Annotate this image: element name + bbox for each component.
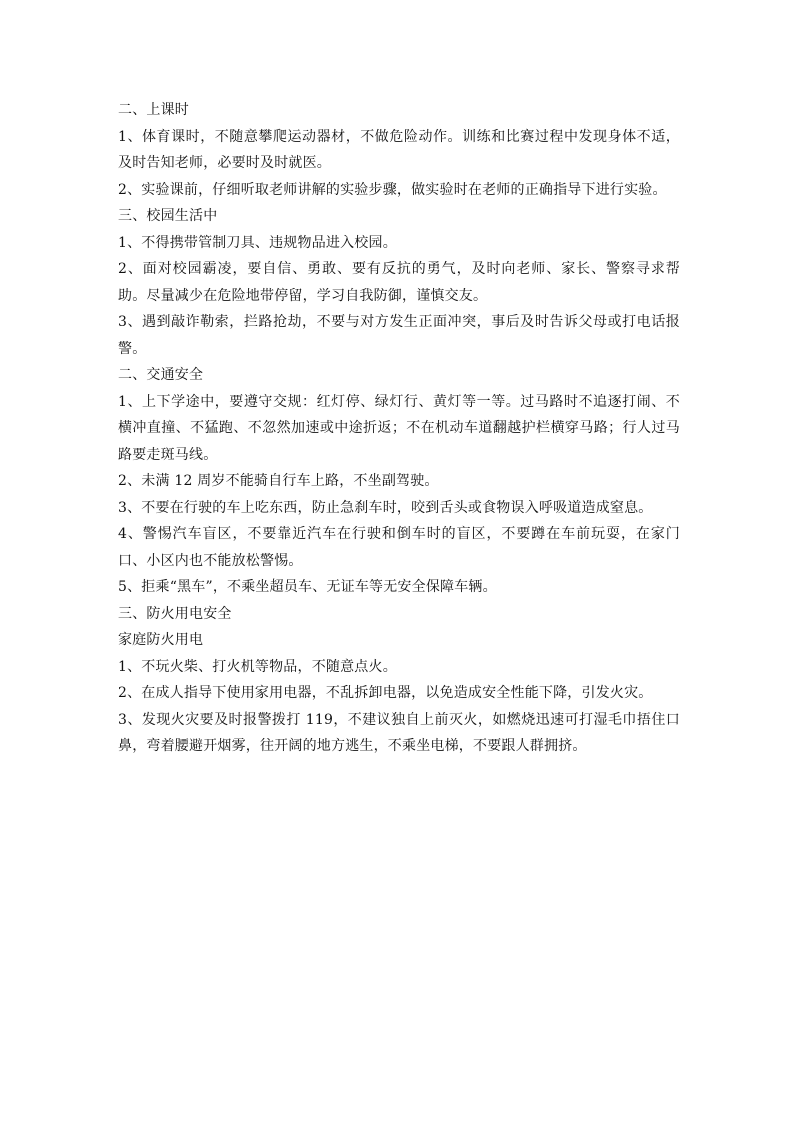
heading-fire-electric-safety: 三、防火用电安全 xyxy=(118,605,232,622)
heading-traffic-safety: 二、交通安全 xyxy=(118,367,204,383)
paragraph: 1、上下学途中，要遵守交规：红灯停、绿灯行、黄灯等一等。过马路时不追逐打闹、不横冲直撞、不猛跑、不忽然加速或中途折返；不在机动车道翻越护栏横穿马路；行人过马路要走斑马线。 xyxy=(118,393,680,463)
document-body xyxy=(118,97,680,760)
paragraph: 2、面对校园霸凌，要自信、勇敢、要有反抗的勇气，及时向老师、家长、警察寻求帮助。尽量减少在危险地带停留，学习自我防御，谨慎交友。 xyxy=(118,261,680,304)
paragraph: 3、遇到敲诈勒索，拦路抢劫，不要与对方发生正面冲突，事后及时告诉父母或打电话报警。 xyxy=(118,314,680,357)
paragraph: 1、不玩火柴、打火机等物品，不随意点火。 xyxy=(118,658,397,675)
paragraph: 5、拒乘“黑车”，不乘坐超员车、无证车等无安全保障车辆。 xyxy=(118,579,497,595)
paragraph: 4、警惕汽车盲区，不要靠近汽车在行驶和倒车时的盲区，不要蹲在车前玩耍，在家门口、小区内也不能放松警惕。 xyxy=(118,526,680,569)
heading-campus-life: 三、校园生活中 xyxy=(118,208,218,224)
heading-in-class: 二、上课时 xyxy=(118,102,189,118)
paragraph: 2、在成人指导下使用家用电器，不乱拆卸电器，以免造成安全性能下降，引发火灾。 xyxy=(118,685,653,701)
paragraph: 1、不得携带管制刀具、违规物品进入校园。 xyxy=(118,234,397,251)
paragraph: 1、体育课时，不随意攀爬运动器材，不做危险动作。训练和比赛过程中发现身体不适，及时告知老师，必要时及时就医。 xyxy=(118,128,680,171)
paragraph: 3、不要在行驶的车上吃东西，防止急刹车时，咬到舌头或食物误入呼吸道造成窒息。 xyxy=(118,499,653,516)
paragraph: 2、实验课前，仔细听取老师讲解的实验步骤，做实验时在老师的正确指导下进行实验。 xyxy=(118,181,667,198)
subheading-home-fire-electric: 家庭防火用电 xyxy=(118,632,204,648)
paragraph: 3、发现火灾要及时报警拨打 119，不建议独自上前灭火，如燃烧迅速可打湿毛巾捂住口鼻，弯着腰避开烟雾，往开阔的地方逃生，不乘坐电梯，不要跟人群拥挤。 xyxy=(118,711,680,754)
paragraph: 2、未满 12 周岁不能骑自行车上路，不坐副驾驶。 xyxy=(118,473,439,489)
